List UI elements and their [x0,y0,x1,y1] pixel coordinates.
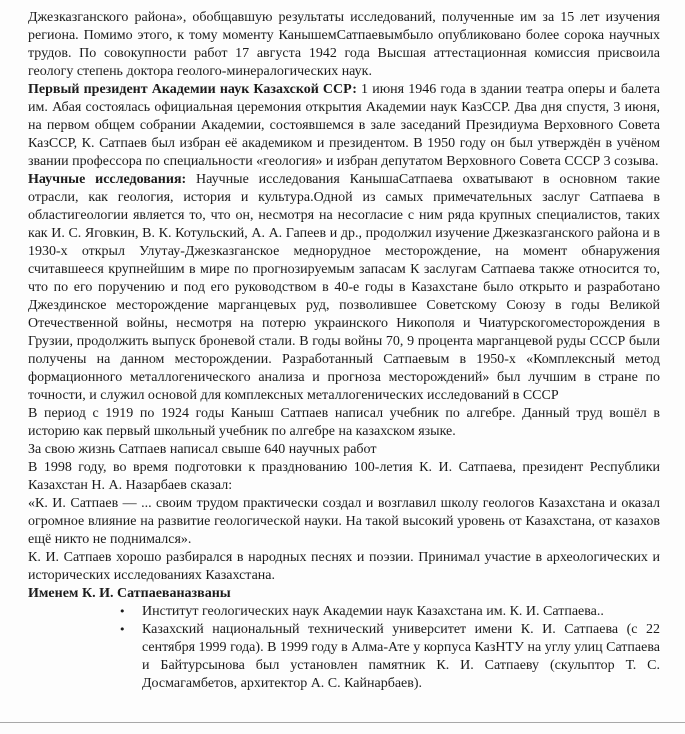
paragraph-folk-songs: К. И. Сатпаев хорошо разбирался в народных песнях и поэзии. Принимал участие в археологических и исторических исследованиях Казахстана. [28,550,660,583]
paragraph-works-count: За свою жизнь Сатпаев написал свыше 640 научных работ [28,442,377,457]
paragraph-first-president [28,81,660,171]
bottom-divider [0,722,685,723]
heading-named-after: Именем К. И. Сатпаеваназваны [28,586,231,601]
named-after-list [119,603,660,693]
bullet-icon: • [119,623,126,636]
list-item-institute [119,603,660,621]
paragraph-intro: Джезказганского района», обобщавшую результаты исследований, полученные им за 15 лет изучения региона. Помимо этого, к тому моменту КанышемСатпаевымбыло опубликовано более сорока научных трудов. По совокупности работ 17 августа 1942 года Высшая аттестационная комиссия присвоила геологу степень доктора геолого-минералогических наук. [28,10,660,79]
paragraph-scientific-research-text: Научные исследования КанышаСатпаева охватывают в основном такие отрасли, как геология, история и культура.Одной из самых примечательных заслуг Сатпаева в областигеологии является то, что он, несмотря на несогласие с ним ряда крупных специалистов, таких как И. С. Яговкин, В. К. Котульский, А. А. Гапеев и др., продолжил изучение Джезказганского района и в 1930-х открыл Улутау-Джезказганское меднорудное месторождение, на момент обнаружения считавшееся крупнейшим в мире по прогнозируемым запасам К заслугам Сатпаева также относится то, что по его поручению и под его руководством в 40-е годы в Казахстане было открыто и разработано Джездинское месторождение марганцевых руд, позволившее Советскому Союзу в годы Великой Отечественной войны, несмотря на потерю украинского Никополя и Чиатурскогоместорождения в Грузии, продолжить выпуск броневой стали. В годы войны 70, 9 процента марганцевой руды СССР были получены на данном месторождении. Разработанный Сатпаевым в 1950-х «Комплексный метод формационного металлогенического анализа и прогноза месторождений» был лучшим в стране по точности, и служил основой для комплексных металлогенических исследований в СССР [28,172,661,403]
list-item-university-text: Казахский национальный технический университет имени К. И. Сатпаева (с 22 сентября 1999 года). В 1999 году в Алма-Ате у корпуса КазНТУ на углу улиц Сатпаева и Байтурсынова был установлен памятник К. И. Сатпаеву (скульптор Т. С. Досмагамбетов, архитектор А. С. Кайнарбаев). [142,622,660,691]
paragraph-scientific-research-lead: Научные исследования: [28,172,187,187]
bullet-icon: • [119,605,126,618]
paragraph-first-president-lead: Первый президент Академии наук Казахской ССР: [28,82,357,97]
list-item-university [119,621,660,693]
paragraph-nazarbayev-quote: «К. И. Сатпаев — ... своим трудом практически создал и возглавил школу геологов Казахстана и оказал огромное влияние на развитие геологической науки. На такой высокий уровень от Казахстана, от казахов ещё никто не поднимался». [28,496,660,547]
list-item-institute-text: Институт геологических наук Академии наук Казахстана им. К. И. Сатпаева.. [142,604,604,619]
paragraph-scientific-research [28,171,660,405]
paragraph-1998-anniversary: В 1998 году, во время подготовки к празднованию 100-летия К. И. Сатпаева, президент Республики Казахстан Н. А. Назарбаев сказал: [28,460,660,493]
paragraph-first-president-text: 1 июня 1946 года в здании театра оперы и балета им. Абая состоялась официальная церемония открытия Академии наук КазССР. Два дня спустя, 3 июня, на первом общем собрании Академии, состоявшемся в зале заседаний Президиума Верховного Совета КазССР, К. Сатпаев был избран её академиком и президентом. В 1950 году он был утверждён в учёном звании профессора по специальности «геология» и избран депутатом Верховного Совета СССР 3 созыва. [28,82,660,169]
paragraph-algebra-textbook: В период с 1919 по 1924 годы Каныш Сатпаев написал учебник по алгебре. Данный труд вошёл в историю как первый школьный учебник по алгебре на казахском языке. [28,406,660,439]
